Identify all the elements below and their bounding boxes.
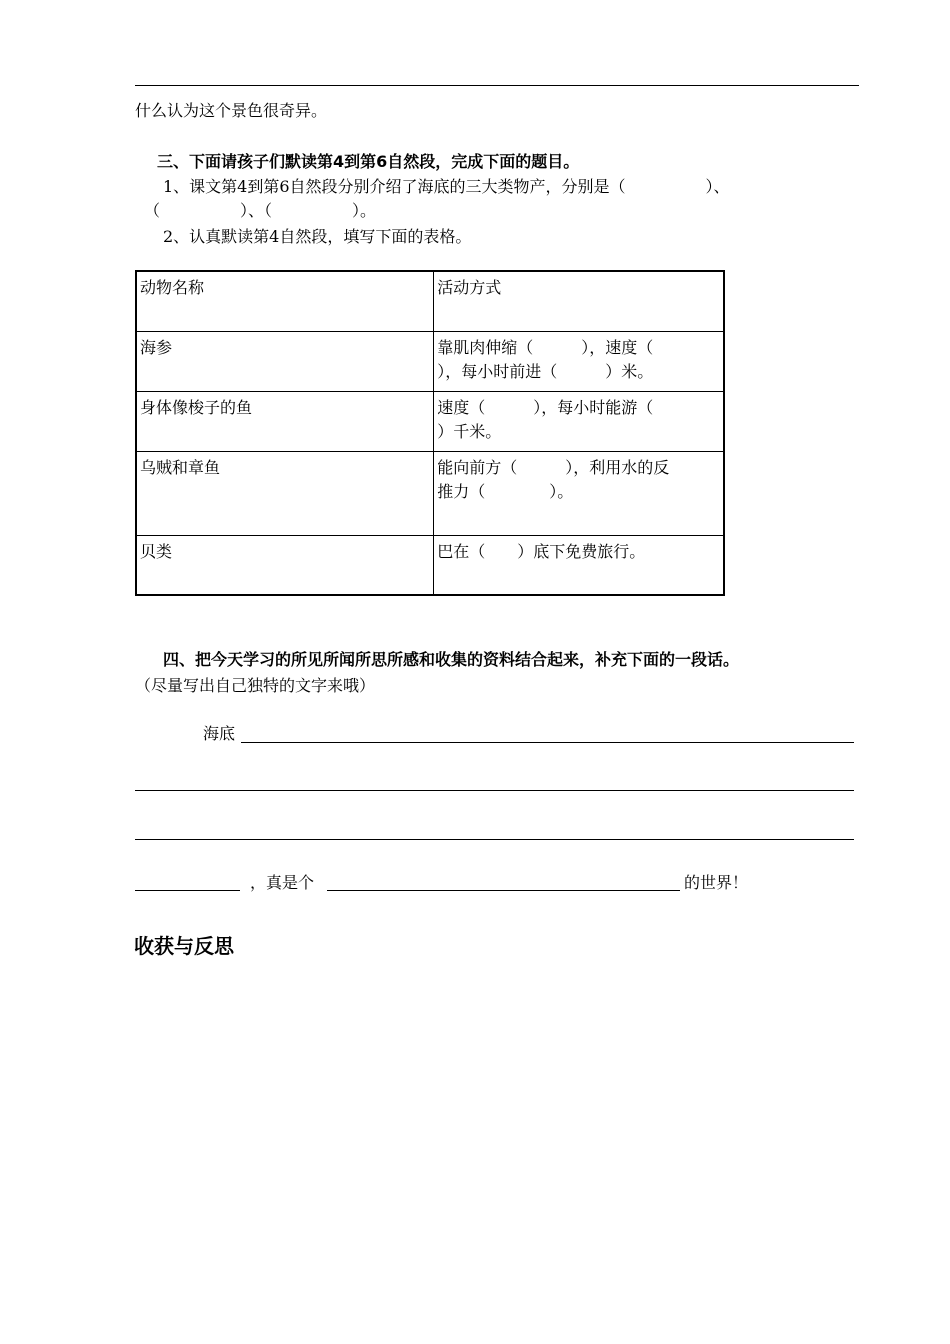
section4-heading: 四、把今天学习的所见所闻所思所感和收集的资料结合起来，补充下面的一段话。 [163, 650, 740, 669]
animal-name-cell: 海参 [136, 331, 434, 391]
movement-line: 巴在（ ）底下免费旅行。 [437, 541, 646, 561]
fill-start-word: 海底 [203, 724, 236, 743]
animal-name-cell: 乌贼和章鱼 [136, 451, 434, 535]
animal-name-cell: 贝类 [136, 535, 434, 595]
top-rule [135, 85, 859, 86]
intro-line: 什么认为这个景色很奇异。 [135, 101, 328, 120]
animal-movement-table [135, 270, 725, 596]
movement-line: 推力（ ）。 [437, 481, 574, 501]
question-1-line2: （ ）、（ ）。 [144, 201, 377, 220]
table-row [136, 535, 724, 595]
movement-line: 速度（ ），每小时能游（ [437, 397, 654, 417]
section4-note: （尽量写出自己独特的文字来哦） [135, 676, 376, 695]
reflection-heading: 收获与反思 [134, 934, 234, 958]
section3-heading: 三、下面请孩子们默读第4到第6自然段，完成下面的题目。 [157, 152, 580, 171]
table-header-row [136, 271, 724, 331]
movement-line: 靠肌肉伸缩（ ），速度（ [437, 337, 654, 357]
answer-blank-short[interactable] [135, 890, 240, 891]
fill-end-text: 的世界！ [684, 873, 749, 892]
movement-line: ）千米。 [437, 421, 502, 441]
fill-mid-text: ，真是个 [250, 873, 315, 892]
table-row [136, 331, 724, 391]
movement-line: ），每小时前进（ ）米。 [437, 361, 654, 381]
movement-cell [434, 331, 724, 391]
question-2: 2、认真默读第4自然段，填写下面的表格。 [163, 227, 472, 246]
table-row [136, 391, 724, 451]
movement-cell [434, 535, 724, 595]
animal-name-cell: 身体像梭子的鱼 [136, 391, 434, 451]
question-1-line1: 1、课文第4到第6自然段分别介绍了海底的三大类物产，分别是（ ）、 [163, 177, 730, 196]
movement-cell [434, 451, 724, 535]
header-animal-name: 动物名称 [136, 271, 434, 331]
answer-line-3[interactable] [135, 839, 854, 840]
movement-line: 能向前方（ ），利用水的反 [437, 457, 670, 477]
movement-cell [434, 391, 724, 451]
answer-line-1[interactable] [241, 742, 854, 743]
answer-line-2[interactable] [135, 790, 854, 791]
answer-blank-long[interactable] [327, 890, 680, 891]
header-movement-method: 活动方式 [434, 271, 724, 331]
table-row [136, 451, 724, 535]
